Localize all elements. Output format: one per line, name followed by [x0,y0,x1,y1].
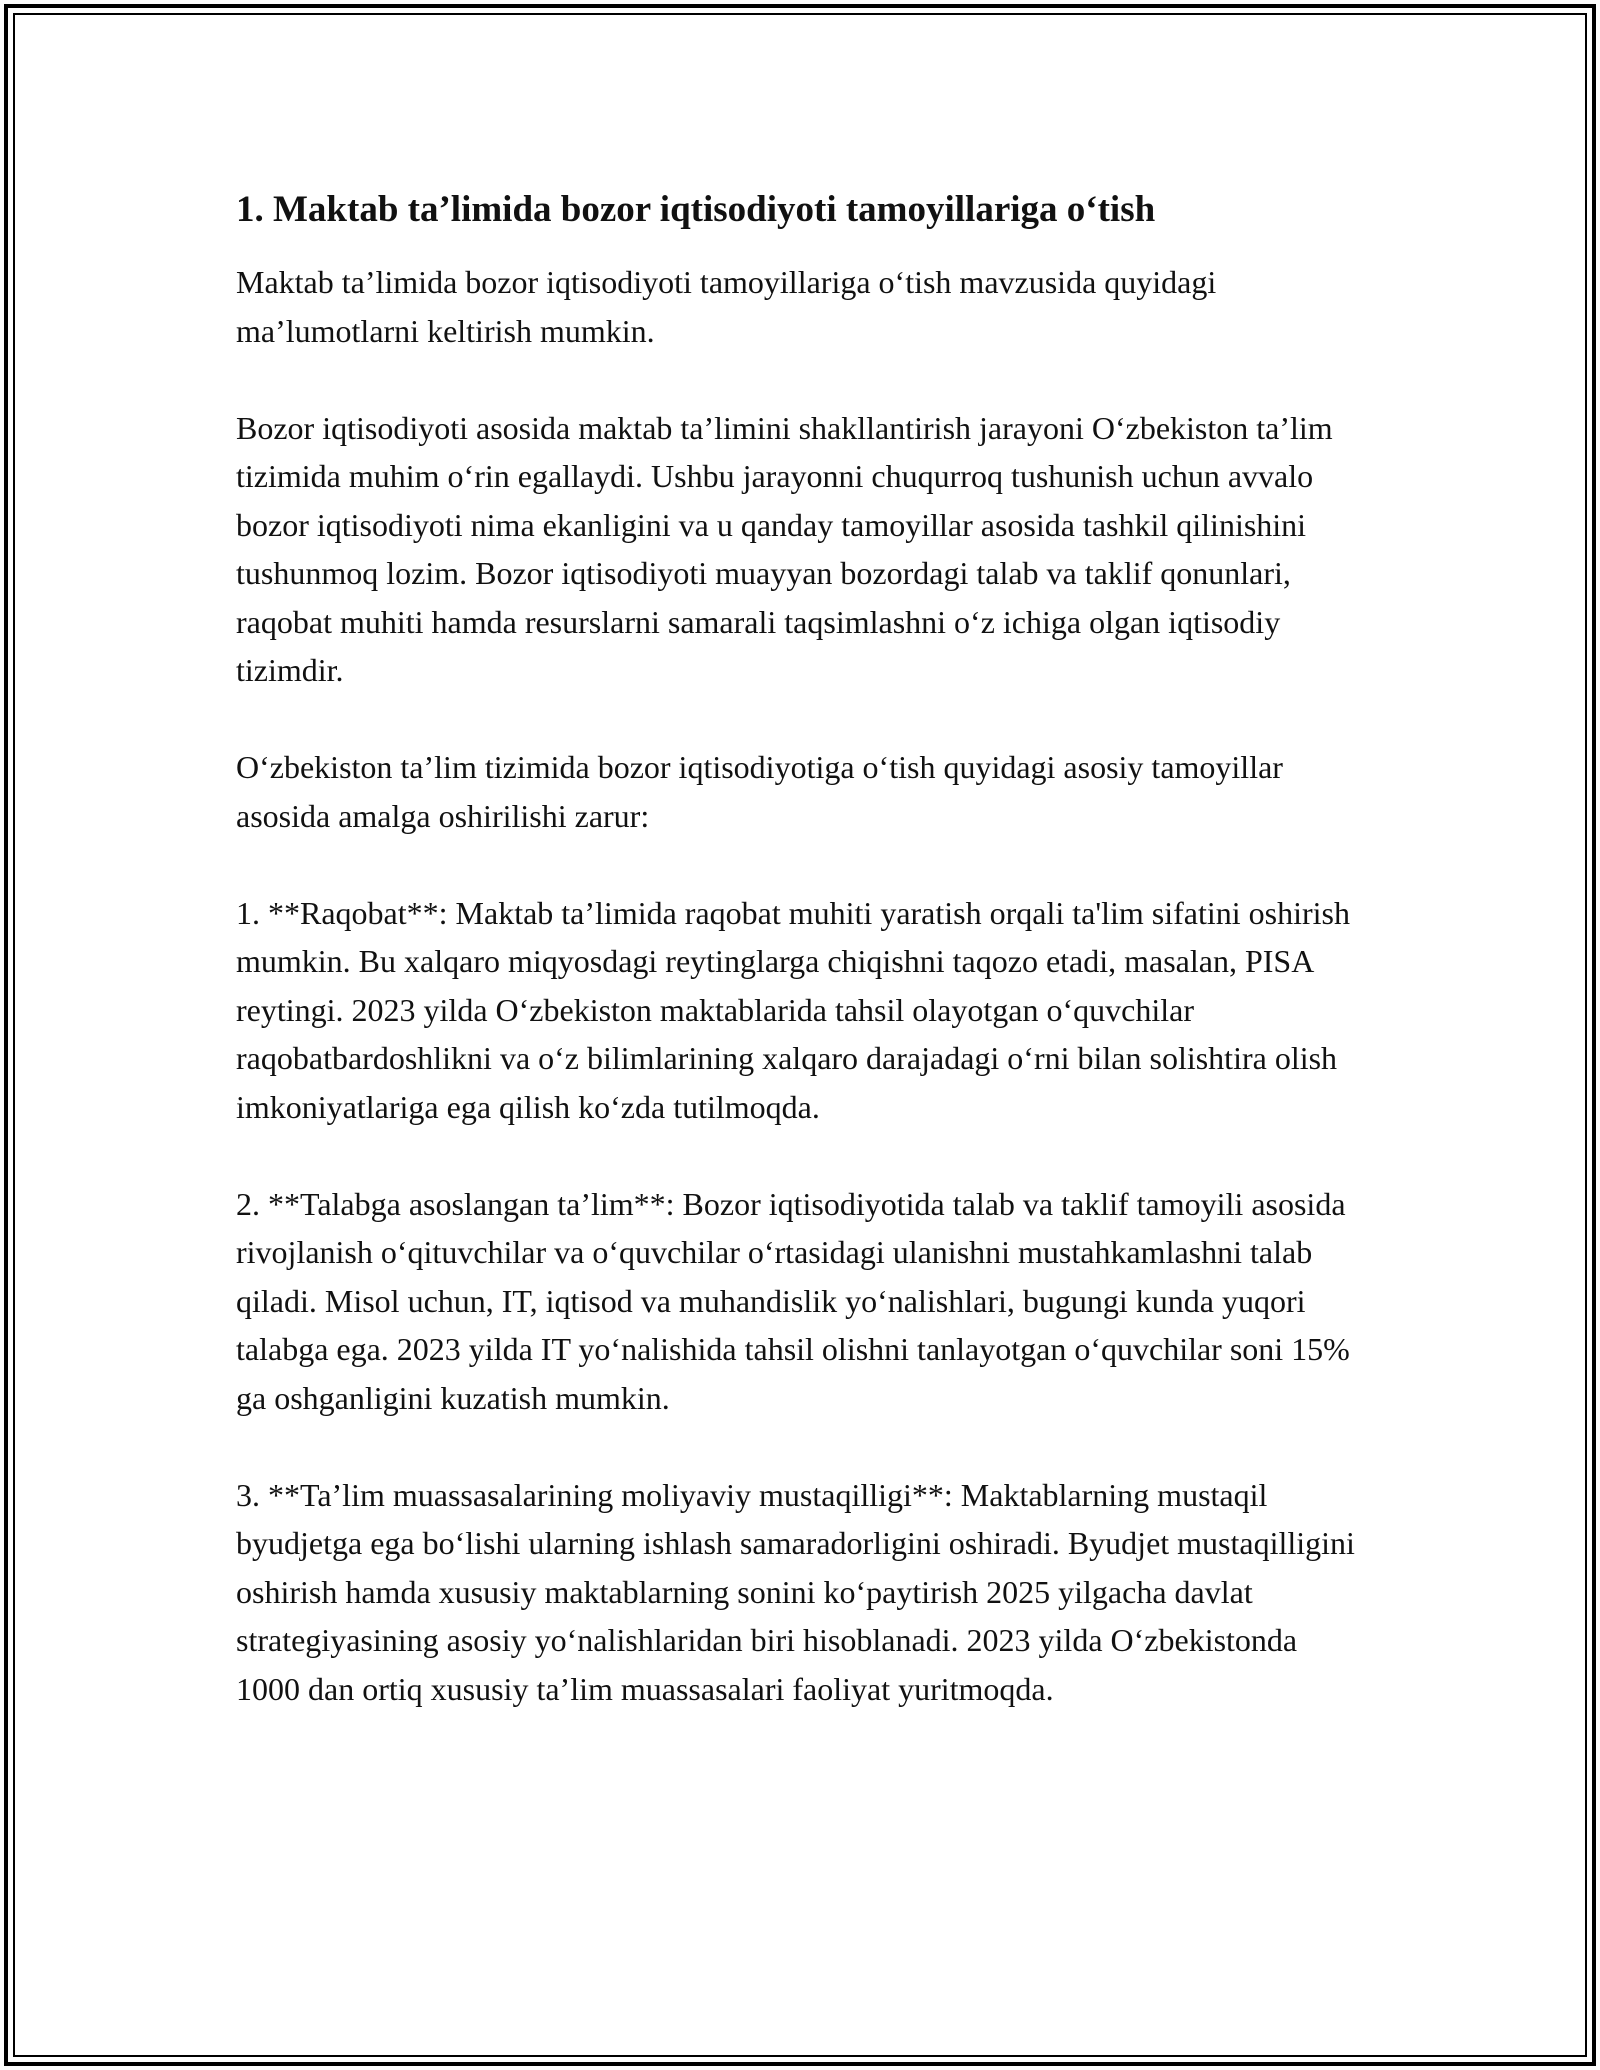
document-body [236,186,1366,1762]
principle-demand-based-paragraph: 2. **Talabga asoslangan ta’lim**: Bozor iqtisodiyotida talab va taklif tamoyili asosida rivojlanish o‘qituvchilar va o‘quvchilar o‘rtasidagi ulanishni mustahkamlashni talab qiladi. Misol uchun, IT, iqtisod va muhandislik yo‘nalishlari, bugungi kunda yuqori talabga ega. 2023 yilda IT yo‘nalishida tahsil olishni tanlayotgan o‘quvchilar soni 15% ga oshganligini kuzatish mumkin. [236,1185,1350,1416]
document-title: 1. Maktab ta’limida bozor iqtisodiyoti tamoyillariga o‘tish [236,189,1156,230]
market-economy-paragraph: Bozor iqtisodiyoti asosida maktab ta’limini shakllantirish jarayoni O‘zbekiston ta’lim tizimida muhim o‘rin egallaydi. Ushbu jarayonni chuqurroq tushunish uchun avvalo bozor iqtisodiyoti nima ekanligini va u qanday tamoyillar asosida tashkil qilinishini tushunmoq lozim. Bozor iqtisodiyoti muayyan bozordagi talab va taklif qonunlari, raqobat muhiti hamda resurslarni samarali taqsimlashni o‘z ichiga olgan iqtisodiy tizimdir. [236,409,1333,688]
principle-financial-independence-paragraph: 3. **Ta’lim muassasalarining moliyaviy mustaqilligi**: Maktablarning mustaqil byudjetga ega bo‘lishi ularning ishlash samaradorligini oshiradi. Byudjet mustaqilligini oshirish hamda xususiy maktablarning sonini ko‘paytirish 2025 yilgacha davlat strategiyasining asosiy yo‘nalishlaridan biri hisoblanadi. 2023 yilda O‘zbekistonda 1000 dan ortiq xususiy ta’lim muassasalari faoliyat yuritmoqda. [236,1476,1355,1707]
intro-paragraph: Maktab ta’limida bozor iqtisodiyoti tamoyillariga o‘tish mavzusida quyidagi ma’lumotlarni keltirish mumkin. [236,264,1217,349]
principle-competition-paragraph: 1. **Raqobat**: Maktab ta’limida raqobat muhiti yaratish orqali ta'lim sifatini oshirish mumkin. Bu xalqaro miqyosdagi reytinglarga chiqishni taqozo etadi, masalan, PISA reytingi. 2023 yilda O‘zbekiston maktablarida tahsil olayotgan o‘quvchilar raqobatbardoshlikni va o‘z bilimlarining xalqaro darajadagi o‘rni bilan solishtira olish imkoniyatlariga ega qilish ko‘zda tutilmoqda. [236,894,1350,1125]
principles-intro-paragraph: O‘zbekiston ta’lim tizimida bozor iqtisodiyotiga o‘tish quyidagi asosiy tamoyillar asosida amalga oshirilishi zarur: [236,749,1283,834]
